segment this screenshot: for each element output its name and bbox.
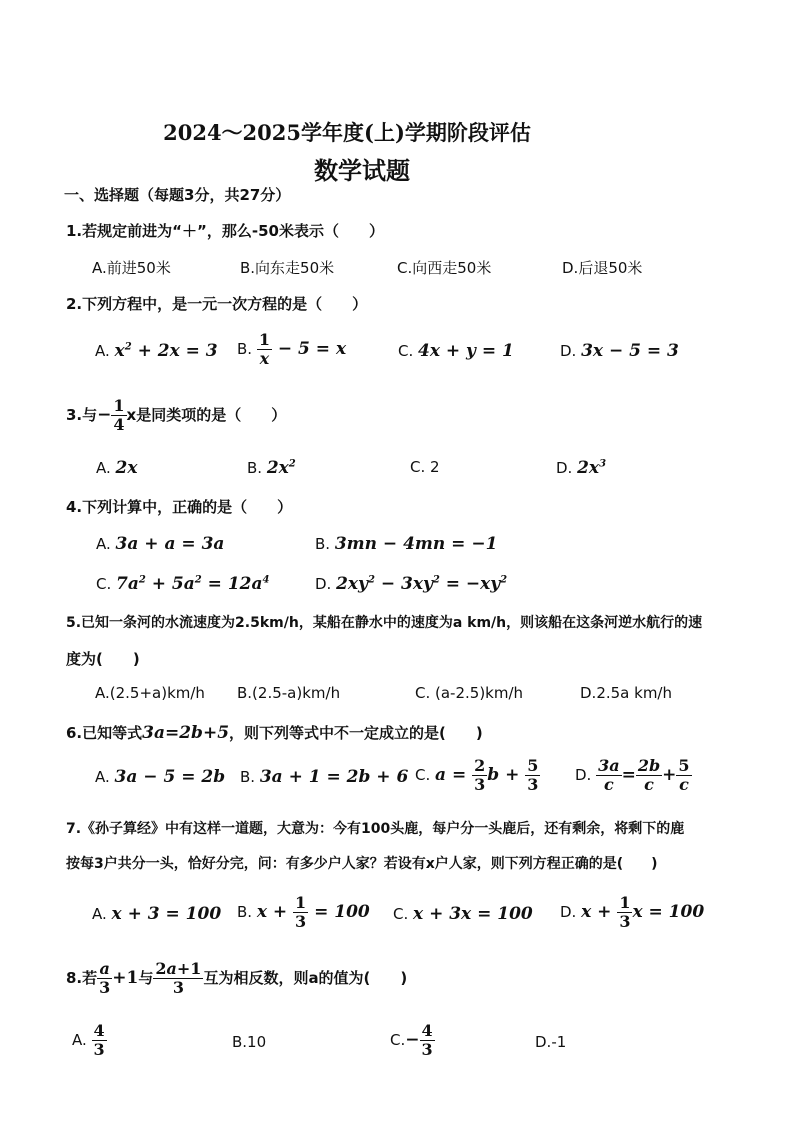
question-3-stem-suffix: x是同类项的是（ ）	[126, 406, 287, 424]
question-5-option-b: B.(2.5-a)km/h	[237, 684, 341, 702]
exam-subtitle: 数学试题	[314, 156, 410, 185]
question-5-option-a: A.(2.5+a)km/h	[95, 684, 205, 702]
question-6-stem-suffix: ，则下列等式中不一定成立的是( )	[229, 724, 483, 742]
question-5-stem-line1: 5.已知一条河的水流速度为2.5km/h，某船在静水中的速度为a km/h，则该船在这条河逆水航行的速	[66, 615, 703, 631]
question-7-option-a: A. x + 3 = 100	[92, 904, 222, 924]
question-2-option-c: C. 4x + y = 1	[398, 341, 514, 361]
question-3-stem-prefix: 3.与	[66, 406, 98, 424]
question-8-option-a: A. $\frac{4}{3}$	[72, 1021, 105, 1059]
question-6-equation: 3a=2b+5	[142, 723, 230, 743]
question-8-option-c: C.− $\frac{4}{3}$	[390, 1021, 433, 1059]
question-7-stem-line1: 7.《孙子算经》中有这样一道题，大意为：今有100头鹿，每户分一头鹿后，还有剩余，将剩下的鹿	[66, 821, 685, 837]
question-6-stem	[66, 722, 483, 743]
question-1-option-c: C.向西走50米	[397, 259, 492, 277]
question-8-stem: 8.若 $\frac{a}{3}$ +1与 $\frac{2a+1}{3}$ 互为相反数，则a的值为( )	[66, 959, 408, 997]
section-heading: 一、选择题（每题3分，共27分）	[64, 186, 291, 204]
question-5-option-c: C. (a-2.5)km/h	[415, 684, 524, 702]
question-1-option-b: B.向东走50米	[240, 259, 335, 277]
question-3-option-d: D. $2x^3$	[556, 458, 607, 478]
question-1-option-d: D.后退50米	[562, 259, 643, 277]
question-7-option-d: D. x + $\frac{1}{3}$ x = 100	[560, 893, 705, 931]
question-6-option-d: D. $\frac{3a}{c}$ = $\frac{2b}{c}$ + $\frac{5}{c}$	[575, 756, 690, 794]
question-5-stem-line2: 度为( )	[66, 650, 140, 668]
question-6-option-c: C. a = $\frac{2}{3}$ b + $\frac{5}{3}$	[415, 756, 539, 794]
question-3-option-a: A. 2x	[96, 458, 138, 478]
question-8-option-d: D.-1	[535, 1033, 567, 1051]
question-4-stem: 4.下列计算中，正确的是（ ）	[66, 498, 293, 516]
question-7-option-b: B. x + $\frac{1}{3}$ = 100	[237, 893, 370, 931]
question-4-option-c: C. $7a^2 + 5a^2 = 12a^4$	[96, 574, 270, 594]
question-4-option-a: A. 3a + a = 3a	[96, 534, 225, 554]
question-8-stem-suffix: 互为相反数，则a的值为( )	[203, 969, 408, 987]
question-1-stem: 1.若规定前进为“＋”，那么-50米表示（ ）	[66, 222, 384, 240]
question-4-option-d: D. $2xy^2 - 3xy^2 = -xy^2$	[315, 574, 508, 594]
question-4-option-b: B. 3mn − 4mn = −1	[315, 534, 498, 554]
question-8-option-b: B.10	[232, 1033, 267, 1051]
question-6-option-b: B. 3a + 1 = 2b + 6	[240, 767, 409, 787]
question-2-stem: 2.下列方程中，是一元一次方程的是（ ）	[66, 295, 368, 313]
question-2-option-d: D. 3x − 5 = 3	[560, 341, 679, 361]
question-5-option-d: D.2.5a km/h	[580, 684, 672, 702]
question-8-stem-and: 与	[138, 969, 154, 987]
question-6-option-a: A. 3a − 5 = 2b	[95, 767, 226, 787]
question-6-stem-prefix: 6.已知等式	[66, 724, 143, 742]
question-3-option-c: C. 2	[410, 458, 440, 476]
exam-title: 2024～2025学年度(上)学期阶段评估	[163, 120, 531, 145]
question-3-option-b: B. $2x^2$	[247, 458, 296, 478]
question-7-option-c: C. x + 3x = 100	[393, 904, 533, 924]
question-8-stem-prefix: 8.若	[66, 969, 98, 987]
question-7-stem-line2: 按每3户共分一头，恰好分完，问：有多少户人家？若设有x户人家，则下列方程正确的是( )	[66, 856, 658, 872]
question-2-option-a: A. $x^2 + 2x = 3$	[95, 341, 218, 361]
question-2-option-b: B. $\frac{1}{x}$ − 5 = x	[237, 330, 347, 368]
question-1-option-a: A.前进50米	[92, 259, 171, 277]
question-3-stem: 3.与− $\frac{1}{4}$ x是同类项的是（ ）	[66, 396, 287, 434]
